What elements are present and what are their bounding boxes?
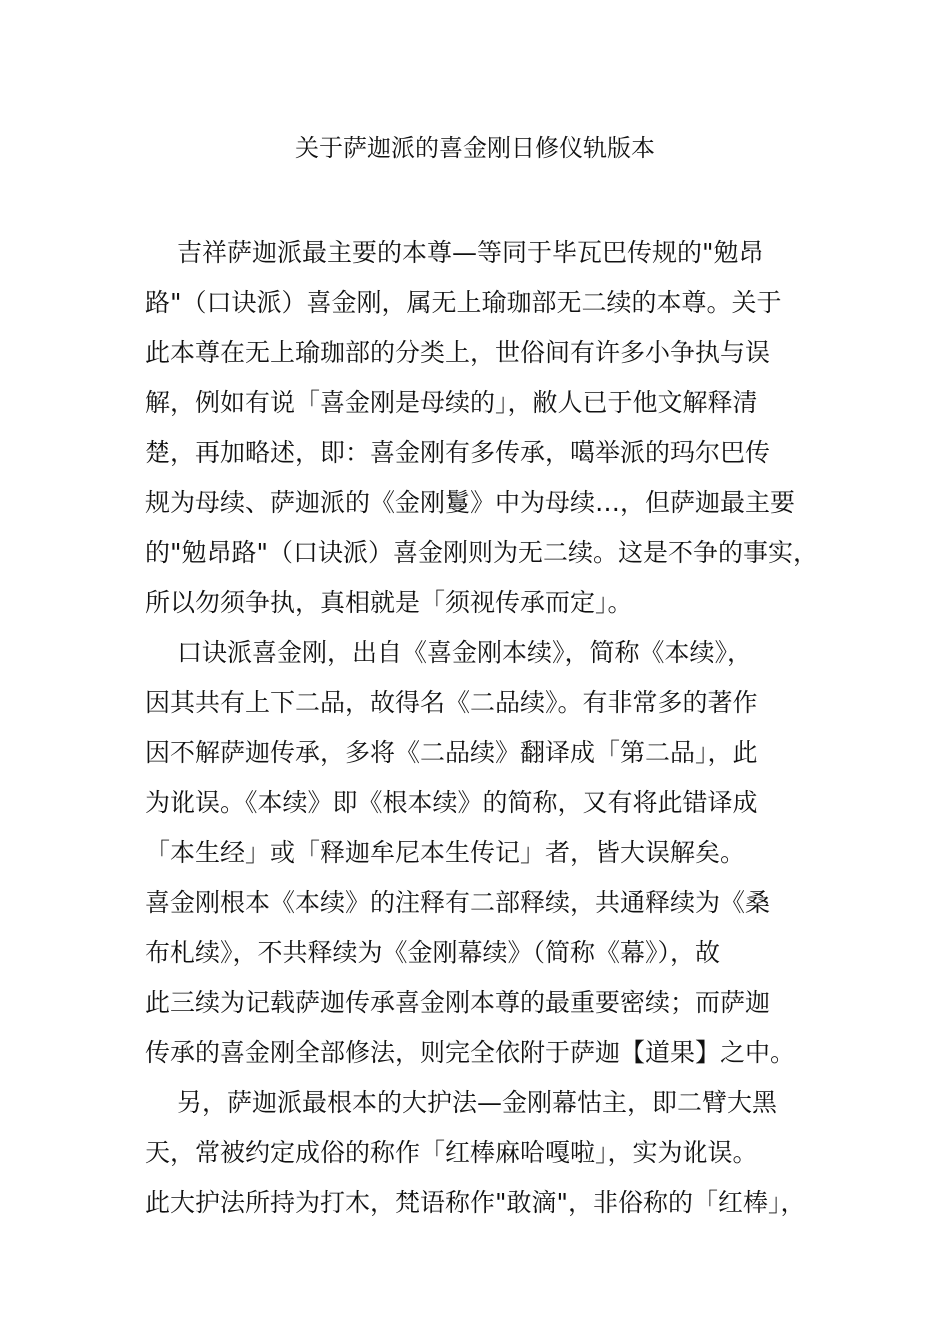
- text-line: 为讹误。《本续》即《根本续》的简称，又有将此错译成: [145, 788, 758, 817]
- text-line: 吉祥萨迦派最主要的本尊—等同于毕瓦巴传规的"勉昂: [177, 238, 764, 267]
- text-line: 「本生经」或「释迦牟尼本生传记」者，皆大误解矣。: [145, 838, 746, 867]
- text-line: 规为母续、萨迦派的《金刚鬘》中为母续…，但萨迦最主要: [145, 488, 796, 517]
- document-title: 关于萨迦派的喜金刚日修仪轨版本: [295, 134, 655, 162]
- text-line: 楚，再加略述，即：喜金刚有多传承，噶举派的玛尔巴传: [145, 438, 771, 467]
- text-line: 喜金刚根本《本续》的注释有二部释续，共通释续为《桑: [145, 888, 771, 917]
- text-line: 另，萨迦派最根本的大护法—金刚幕怙主，即二臂大黑: [177, 1088, 778, 1117]
- text-line: 所以勿须争执，真相就是「须视传承而定」。: [145, 588, 633, 617]
- text-line: 的"勉昂路"（口诀派）喜金刚则为无二续。这是不争的事实，: [145, 538, 819, 567]
- text-line: 解，例如有说「喜金刚是母续的」，敝人已于他文解释清: [145, 388, 758, 417]
- text-line: 此本尊在无上瑜珈部的分类上，世俗间有许多小争执与误: [145, 338, 771, 367]
- text-line: 因不解萨迦传承，多将《二品续》翻译成「第二品」，此: [145, 738, 758, 767]
- text-line: 天，常被约定成俗的称作「红棒麻哈嘎啦」，实为讹误。: [145, 1138, 758, 1167]
- text-line: 因其共有上下二品，故得名《二品续》。有非常多的著作: [145, 688, 758, 717]
- text-line: 布札续》，不共释续为《金刚幕续》（简称《幕》），故: [145, 938, 721, 967]
- text-line: 此三续为记载萨迦传承喜金刚本尊的最重要密续；而萨迦: [145, 988, 771, 1017]
- document-body: [145, 228, 835, 1228]
- text-line: 此大护法所持为打木，梵语称作"敢滴"，非俗称的「红棒」，: [145, 1188, 806, 1217]
- text-line: 口诀派喜金刚，出自《喜金刚本续》，简称《本续》，: [177, 638, 753, 667]
- text-line: 传承的喜金刚全部修法，则完全依附于萨迦【道果】之中。: [145, 1038, 796, 1067]
- text-line: 路"（口诀派）喜金刚，属无上瑜珈部无二续的本尊。关于: [145, 288, 782, 317]
